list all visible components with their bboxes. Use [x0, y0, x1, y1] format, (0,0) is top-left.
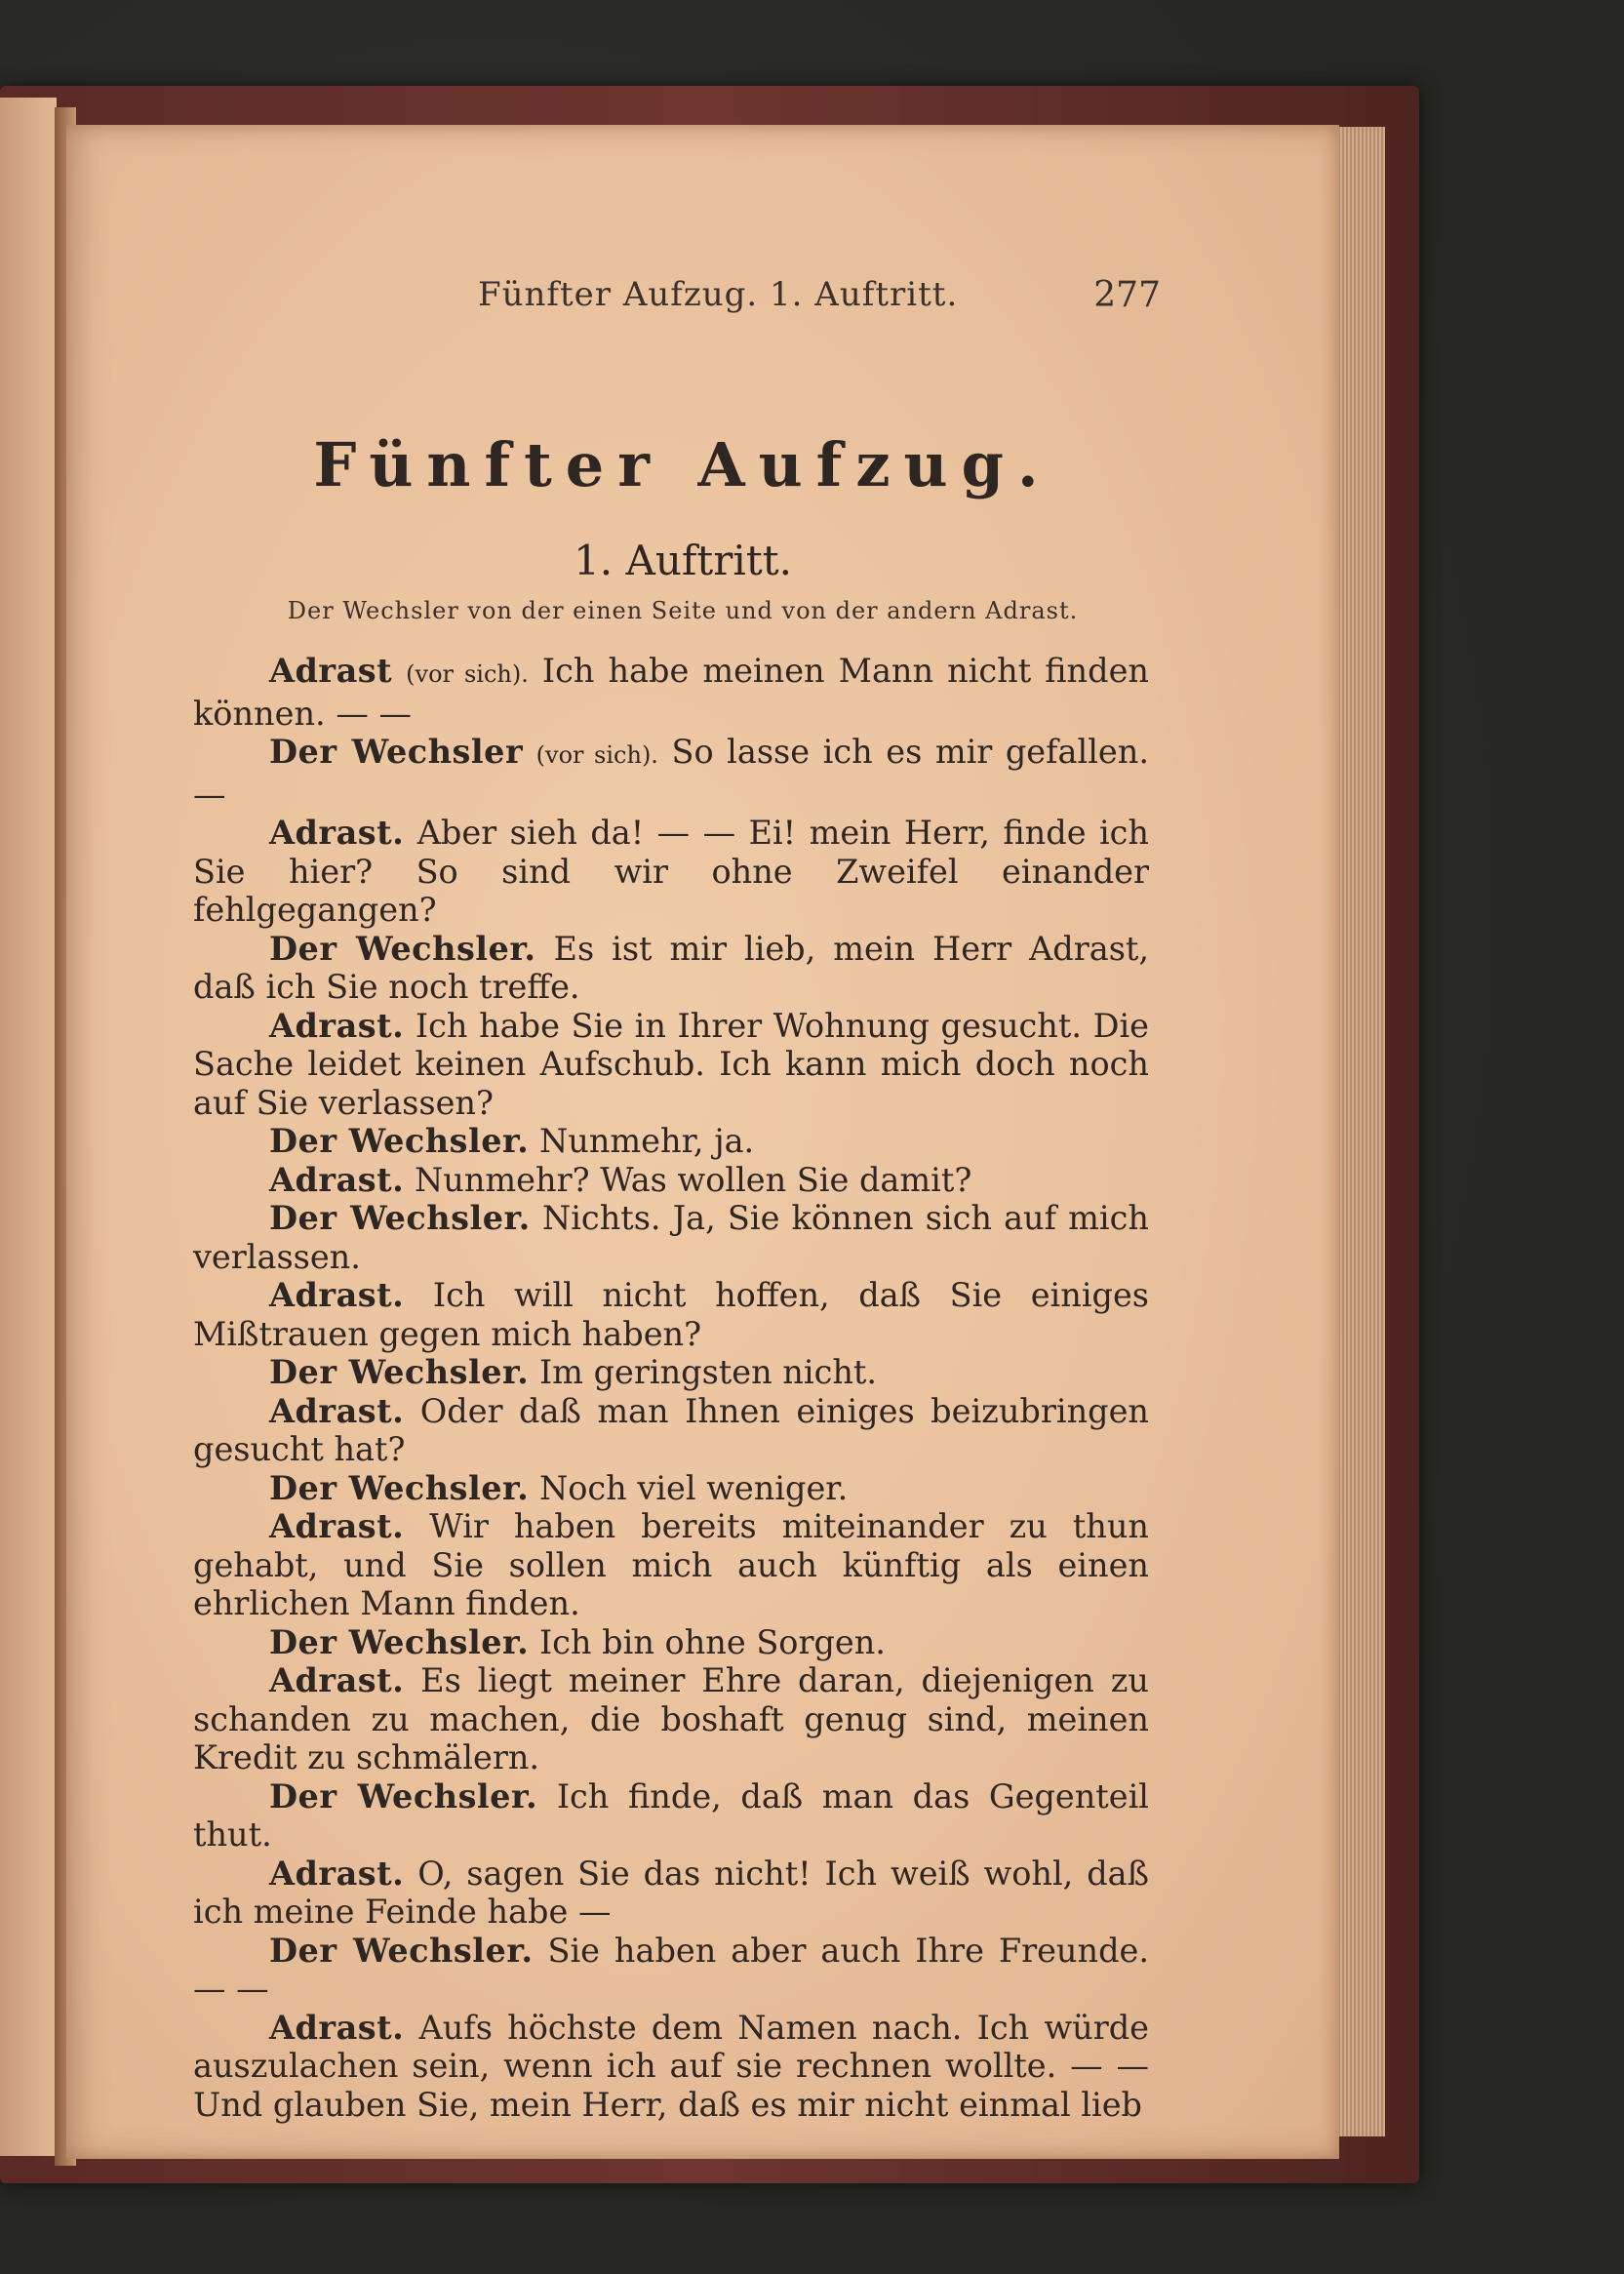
dialogue-line [193, 1469, 1149, 1508]
speaker-name: Der Wechsler. [269, 929, 536, 968]
spoken-text: Nunmehr? Was wollen Sie damit? [414, 1160, 972, 1199]
dialogue-line [193, 1392, 1149, 1469]
speaker-name: Der Wechsler. [269, 1776, 538, 1815]
spoken-text: Nunmehr, ja. [538, 1122, 755, 1160]
speaker-name: Der Wechsler. [269, 1468, 530, 1507]
speaker-name: Adrast [269, 652, 393, 690]
speaker-name: Adrast. [269, 1391, 405, 1430]
spoken-text: O, sagen Sie das nicht! Ich weiß wohl, daß ich meine Feinde habe — [193, 1854, 1150, 1931]
speaker-name: Adrast. [269, 1006, 405, 1045]
dialogue-line [193, 814, 1149, 930]
page-number: 277 [1093, 275, 1161, 315]
dialogue-line [193, 1623, 1149, 1662]
dialogue-line [193, 1932, 1149, 2009]
speaker-name: Adrast. [269, 1507, 405, 1545]
running-title: Fünfter Aufzug. 1. Auftritt. [478, 275, 959, 314]
spoken-text: Ich finde, daß man das Gegenteil thut. [193, 1776, 1150, 1854]
spoken-text: Aber sieh da! — — Ei! mein Herr, finde ich Sie hier? So sind wir ohne Zweifel einander fehlgegangen? [193, 814, 1149, 929]
spoken-text: Ich bin ohne Sorgen. [538, 1622, 886, 1661]
spoken-text: Nichts. Ja, Sie können sich auf mich verlassen. [193, 1199, 1149, 1276]
stage-note: (vor sich). [535, 741, 658, 769]
dialogue-line [193, 1161, 1149, 1200]
left-page-edge [0, 98, 57, 2156]
speaker-name: Adrast. [269, 1160, 405, 1199]
speaker-name: Adrast. [269, 2008, 405, 2047]
scene-title: 1. Auftritt. [574, 537, 792, 584]
dialogue-line [193, 1122, 1149, 1161]
dialogue-body [193, 652, 1149, 2124]
spoken-text: Es ist mir lieb, mein Herr Adrast, daß ich Sie noch treffe. [193, 929, 1149, 1006]
dialogue-line [193, 930, 1149, 1007]
dialogue-line [193, 1199, 1149, 1276]
stage-note: (vor sich). [406, 660, 529, 688]
dialogue-line [193, 2009, 1149, 2125]
speaker-name: Der Wechsler [269, 733, 524, 771]
speaker-name: Der Wechsler. [269, 1931, 534, 1970]
spoken-text: Ich habe meinen Mann nicht finden können. — — [193, 652, 1149, 733]
stage-direction: Der Wechsler von der einen Seite und von der andern Adrast. [287, 597, 1079, 624]
spoken-text: Im geringsten nicht. [538, 1353, 878, 1391]
speaker-name: Der Wechsler. [269, 1622, 530, 1661]
dialogue-line [193, 1661, 1149, 1777]
spoken-text: Sie haben aber auch Ihre Freunde. — — [193, 1931, 1149, 2008]
speaker-name: Adrast. [269, 1854, 405, 1893]
dialogue-line [193, 1777, 1149, 1855]
speaker-name: Der Wechsler. [269, 1353, 530, 1391]
speaker-name: Der Wechsler. [269, 1122, 530, 1160]
speaker-name: Adrast. [269, 1276, 405, 1314]
act-title: Fünfter Aufzug. [313, 429, 1052, 500]
spoken-text: Aufs höchste dem Namen nach. Ich würde auszulachen sein, wenn ich auf sie rechnen wollte. — — Und glauben Sie, mein Herr, daß es mir nicht einmal lieb [193, 2008, 1150, 2124]
spoken-text: Ich will nicht hoffen, daß Sie einiges Mißtrauen gegen mich haben? [193, 1276, 1149, 1353]
spoken-text: Ich habe Sie in Ihrer Wohnung gesucht. Die Sache leidet keinen Aufschub. Ich kann mich doch noch auf Sie verlassen? [193, 1006, 1149, 1122]
spoken-text: Es liegt meiner Ehre daran, diejenigen zu schanden zu machen, die boshaft genug sind, meinen Kredit zu schmälern. [193, 1661, 1149, 1776]
speaker-name: Der Wechsler. [269, 1199, 531, 1237]
spoken-text: Noch viel weniger. [538, 1468, 849, 1507]
speaker-name: Adrast. [269, 814, 405, 852]
running-header [478, 275, 1161, 324]
dialogue-line [193, 1276, 1149, 1353]
spoken-text: Wir haben bereits miteinander zu thun gehabt, und Sie sollen mich auch künftig als einen ehrlichen Mann finden. [193, 1507, 1149, 1622]
dialogue-line [193, 1855, 1149, 1932]
speaker-name: Adrast. [269, 1661, 405, 1699]
dialogue-line [193, 1507, 1149, 1623]
dialogue-line [193, 1007, 1149, 1123]
spoken-text: Oder daß man Ihnen einiges beizubringen gesucht hat? [193, 1391, 1149, 1468]
dialogue-line [193, 1353, 1149, 1392]
dialogue-line [193, 733, 1149, 814]
dialogue-line [193, 652, 1149, 733]
spoken-text: So lasse ich es mir gefallen. — [193, 733, 1149, 814]
